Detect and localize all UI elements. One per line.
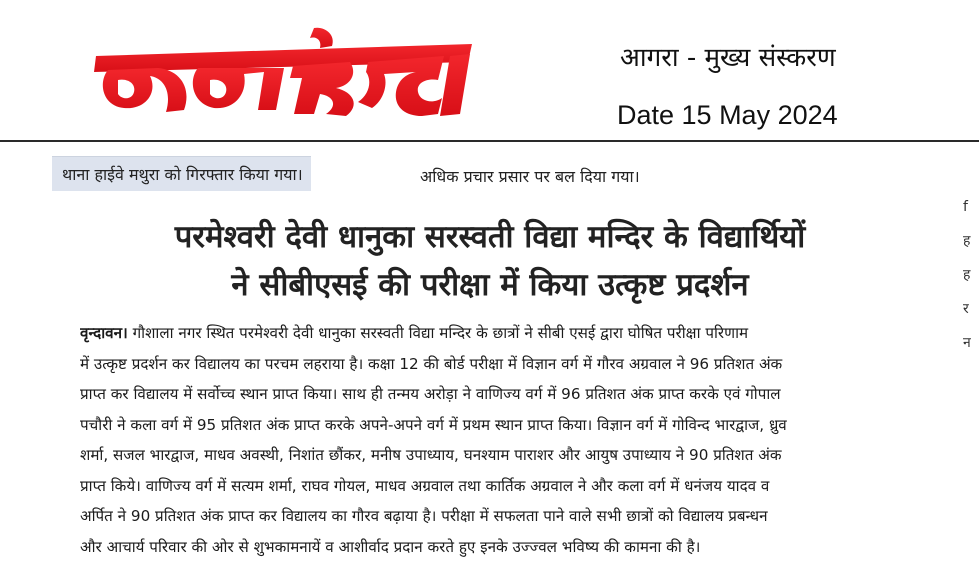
body-line-4: पचौरी ने कला वर्ग में 95 प्रतिशत अंक प्राप्त करके अपने-अपने वर्ग में प्रथम स्थान प्राप्त किया। विज्ञान वर्ग में गोविन्द भारद्वाज, ध्रुव — [80, 415, 787, 434]
body-line-7: अर्पित ने 90 प्रतिशत अंक प्राप्त कर विद्यालय का गौरव बढ़ाया है। परीक्षा में सफलता पाने वाले सभी छात्रों को विद्यालय प्रबन्धन — [80, 507, 768, 525]
body-line-2: में उत्कृष्ट प्रदर्शन कर विद्यालय का परचम लहराया है। कक्षा 12 की बोर्ड परीक्षा में विज्ञान वर्ग में गौरव अग्रवाल ने 96 प्रतिशत अंक — [80, 354, 783, 373]
body-line-3: प्राप्त कर विद्यालय में सर्वोच्च स्थान प्राप्त किया। साथ ही तन्मय अरोड़ा ने वाणिज्य वर्ग में 96 प्रतिशत अंक प्राप्त करके एवं गोपाल — [80, 385, 781, 403]
adjacent-column-fragment — [963, 190, 979, 530]
body-line-1 — [80, 318, 946, 349]
body-line-5: शर्मा, सजल भारद्वाज, माधव अवस्थी, निशांत छौंकर, मनीष उपाध्याय, घनश्याम पाराशर और आयुष उपाध्याय ने 90 प्रतिशत अंक — [80, 446, 782, 464]
newspaper-header — [0, 0, 979, 140]
headline-line-1: परमेश्वरी देवी धानुका सरस्वती विद्या मन्दिर के विद्यार्थियों — [174, 219, 806, 255]
edge-fragment: ह — [963, 233, 971, 249]
edge-fragment: र — [963, 301, 969, 317]
edge-fragment: f — [963, 199, 968, 215]
body-line-6: प्राप्त किये। वाणिज्य वर्ग में सत्यम शर्मा, राघव गोयल, माधव अग्रवाल तथा कार्तिक अग्रवाल ने और कला वर्ग में धनंजय यादव व — [80, 476, 770, 495]
dateline: वृन्दावन। — [80, 324, 128, 342]
edge-fragment: ह — [963, 267, 971, 283]
previous-article-snippet-right: अधिक प्रचार प्रसार पर बल दिया गया। — [420, 167, 640, 186]
headline-line-2: ने सीबीएसई की परीक्षा में किया उत्कृष्ट प्रदर्शन — [231, 267, 749, 303]
edition-label: आगरा - मुख्य संस्करण — [620, 43, 836, 73]
header-divider — [0, 140, 979, 142]
body-line-1-text: गौशाला नगर स्थित परमेश्वरी देवी धानुका सरस्वती विद्या मन्दिर के छात्रों ने सीबी एसई द्वारा घोषित परीक्षा परिणाम — [127, 324, 749, 342]
article-body — [80, 318, 946, 562]
edge-fragment: न — [963, 335, 971, 351]
masthead-logo — [88, 22, 478, 122]
masthead-logo-graphic — [88, 22, 478, 122]
publication-date: Date 15 May 2024 — [617, 100, 838, 130]
article-headline — [40, 213, 940, 309]
body-line-8: और आचार्य परिवार की ओर से शुभकामनायें व आशीर्वाद प्रदान करते हुए इनके उज्ज्वल भविष्य की कामना की है। — [80, 537, 701, 556]
previous-article-snippet-left: थाना हाईवे मथुरा को गिरफ्तार किया गया। — [52, 156, 311, 191]
